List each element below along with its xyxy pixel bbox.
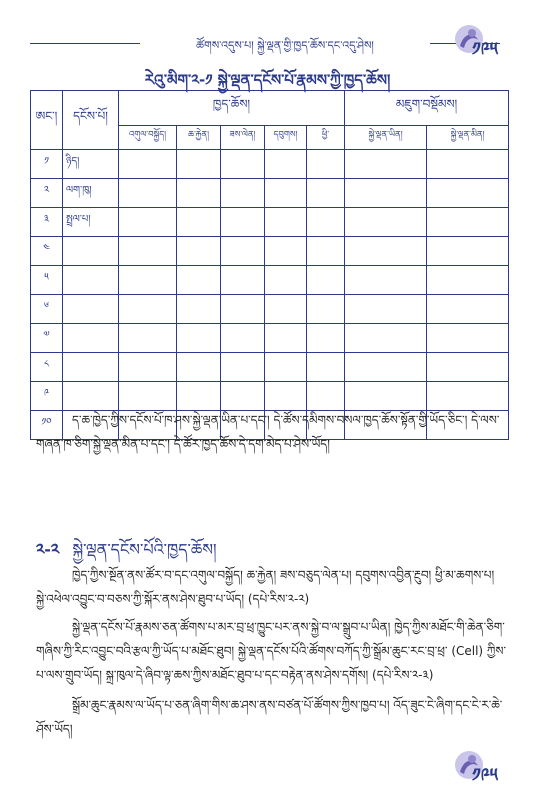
empty-cell	[119, 295, 177, 324]
empty-cell	[265, 179, 307, 208]
empty-cell	[307, 324, 345, 353]
empty-cell	[307, 353, 345, 382]
empty-cell	[119, 266, 177, 295]
row-number: ༨	[31, 353, 63, 382]
row-object: ལག་ཁུ།	[63, 179, 119, 208]
empty-cell	[177, 208, 221, 237]
table-row	[31, 150, 509, 179]
running-title: ཚོགས་འདུས་པ། སྐྱེ་ལྡན་གྱི་ཁྱད་ཆོས་དང་འདུ་ཤེས།	[140, 33, 430, 64]
row-number: ༢	[31, 179, 63, 208]
body-paragraph: སྒྲོམ་ཆུང་རྣམས་ལ་ཡོད་པ་ཅན་ཞིག་གིས་ཆ་ཤས་ནས་བཙན་པོ་ཚོགས་ཀྱིས་ཁྱབ་པ། འོད་ཟུང་ངེ་ཞིག་དང་ངེ་ར་ཆེ་ཤོས་ཡོད།	[36, 698, 503, 736]
empty-cell	[265, 295, 307, 324]
empty-cell	[119, 150, 177, 179]
intro-paragraph: ད་ཆ་ཁྱེད་ཀྱིས་དངོས་པོ་ཁ་ཤས་སྐྱེ་ལྡན་ཡིན་པ་དང་། དེ་ཚོས་དམིགས་བསལ་ཁྱད་ཆོས་སྟོན་གྱི་ཡོད་ཅིང་། དེ་ལས་གཞན་ཁ་ཅིག་སྐྱེ་ལྡན་མིན་པ་དང་། དེ་ཚོར་ཁྱད་ཆོས་དེ་དག་མེད་པ་ཤེས་ཡོད།	[36, 413, 500, 451]
empty-cell	[177, 150, 221, 179]
page-number: ༡༩༥	[472, 39, 498, 60]
row-number: ༣	[31, 208, 63, 237]
empty-cell	[177, 237, 221, 266]
body-paragraph: ཁྱེད་ཀྱིས་སྔོན་ནས་ཚོར་བ་དང་འགུལ་བསྐྱོད། ཆ་རྐྱེན། ཟས་བཅུད་ལེན་པ། དབུགས་འབྱིན་རྔུབ། ཕྱི་མ་ཆགས་པ། སྐྱེ་འཕེལ་འབྱུང་བ་བཅས་ཀྱི་སྐོར་ནས་ཤེས་ཐུབ་པ་ཡོད། (དཔེ་རིས་༢-༢)	[36, 568, 495, 606]
empty-cell	[345, 208, 427, 237]
empty-cell	[345, 353, 427, 382]
row-number: ༥	[31, 266, 63, 295]
empty-cell	[307, 179, 345, 208]
table-row	[31, 208, 509, 237]
empty-cell	[427, 266, 509, 295]
empty-cell	[177, 324, 221, 353]
empty-cell	[221, 353, 265, 382]
empty-cell	[119, 208, 177, 237]
empty-cell	[307, 237, 345, 266]
empty-cell	[265, 353, 307, 382]
table-row	[31, 382, 509, 411]
header-rule-left	[30, 43, 140, 44]
row-object	[63, 324, 119, 353]
empty-cell	[265, 150, 307, 179]
empty-cell	[427, 208, 509, 237]
empty-cell	[307, 208, 345, 237]
table-row	[31, 266, 509, 295]
row-object	[63, 295, 119, 324]
empty-cell	[221, 324, 265, 353]
empty-cell	[427, 295, 509, 324]
empty-cell	[177, 382, 221, 411]
empty-cell	[119, 324, 177, 353]
row-number: ༤	[31, 237, 63, 266]
empty-cell	[345, 150, 427, 179]
empty-cell	[177, 353, 221, 382]
empty-cell	[345, 237, 427, 266]
col-index-header: ཨང་།	[31, 91, 63, 150]
empty-cell	[177, 295, 221, 324]
sub-header: སྐྱེ་ལྡན་མིན།	[427, 126, 509, 150]
row-object	[63, 382, 119, 411]
row-object	[63, 353, 119, 382]
footer-page-number: ༡༩༥	[472, 765, 498, 786]
features-group-header: ཁྱད་ཆོས།	[119, 91, 345, 126]
empty-cell	[427, 150, 509, 179]
empty-cell	[119, 179, 177, 208]
table-row	[31, 324, 509, 353]
empty-cell	[345, 179, 427, 208]
empty-cell	[427, 382, 509, 411]
empty-cell	[221, 208, 265, 237]
sub-header: ཆ་རྐྱེན།	[177, 126, 221, 150]
features-table	[30, 90, 509, 440]
section-number: ༢-༢	[36, 540, 60, 559]
conclusion-group-header: མཇུག་བསྡོམས།	[345, 91, 509, 126]
empty-cell	[177, 179, 221, 208]
empty-cell	[221, 382, 265, 411]
empty-cell	[427, 237, 509, 266]
empty-cell	[307, 266, 345, 295]
empty-cell	[265, 382, 307, 411]
row-object	[63, 266, 119, 295]
section-title: སྐྱེ་ལྡན་དངོས་པོའི་ཁྱད་ཆོས།	[72, 540, 217, 559]
empty-cell	[345, 266, 427, 295]
col-object-header: དངོས་པོ།	[63, 91, 119, 150]
empty-cell	[345, 324, 427, 353]
empty-cell	[221, 150, 265, 179]
empty-cell	[265, 237, 307, 266]
empty-cell	[427, 353, 509, 382]
row-number: ༦	[31, 295, 63, 324]
table-row	[31, 353, 509, 382]
empty-cell	[427, 179, 509, 208]
table-row	[31, 295, 509, 324]
row-number: ༡	[31, 150, 63, 179]
empty-cell	[265, 266, 307, 295]
empty-cell	[265, 208, 307, 237]
table-row	[31, 237, 509, 266]
empty-cell	[307, 295, 345, 324]
table-row	[31, 179, 509, 208]
empty-cell	[221, 179, 265, 208]
sub-header: སྐྱེ་ལྡན་ཡིན།	[345, 126, 427, 150]
row-number: ༡༠	[31, 411, 63, 440]
body-paragraph: སྐྱེ་ལྡན་དངོས་པོ་རྣམས་ཅན་ཚོགས་པ་མར་བྲ་ཕྲ་ཁྱུང་པར་ནས་སྐྱེ་བ་ལ་སྒྲུབ་པ་ཡིན། ཁྱེད་ཀྱིས་མཐོང་གི་ཆེན་ཅིག་གཞིས་ཀྱི་རིང་འབྱུང་བའི་རྩལ་ཀྱི་ཡོད་པ་མཐོང་ཐུབ། སྐྱེ་ལྡན་དངོས་པོའི་ཚོགས་བཀོད་ཀྱི་སྒྲོམ་ཆུང་རང་བྲ་ཕྲ་ (Cell) ཀྱིས་པ་ལས་གྲུབ་ཡོད། སྐྲ་ཁུལ་དེ་ཞིབ་ལྟ་ཆས་ཀྱིས་མཐོང་ཐུབ་པ་དང་བརྟེན་ནས་ཤེས་དགོས། (དཔེ་རིས་༢-༣)	[36, 620, 506, 682]
empty-cell	[345, 382, 427, 411]
empty-cell	[177, 266, 221, 295]
row-object: ཉིད།	[63, 150, 119, 179]
row-object: སྤྲལ་པ།	[63, 208, 119, 237]
empty-cell	[119, 353, 177, 382]
sub-header: དབུགས།	[265, 126, 307, 150]
empty-cell	[427, 324, 509, 353]
empty-cell	[221, 237, 265, 266]
row-number: ༧	[31, 324, 63, 353]
sub-header: འགུལ་བསྐྱོད།	[119, 126, 177, 150]
row-number: ༩	[31, 382, 63, 411]
empty-cell	[307, 382, 345, 411]
table-title: རེའུ་མིག་༢-༡ སྐྱེ་ལྡན་དངོས་པོ་རྣམས་ཀྱི་ཁྱད་ཆོས།	[144, 71, 391, 89]
row-object	[63, 237, 119, 266]
empty-cell	[221, 266, 265, 295]
empty-cell	[119, 382, 177, 411]
empty-cell	[119, 237, 177, 266]
empty-cell	[221, 295, 265, 324]
empty-cell	[345, 295, 427, 324]
sub-header: ཟས་ལེན།	[221, 126, 265, 150]
empty-cell	[307, 150, 345, 179]
sub-header: ཕྱི་	[307, 126, 345, 150]
empty-cell	[265, 324, 307, 353]
